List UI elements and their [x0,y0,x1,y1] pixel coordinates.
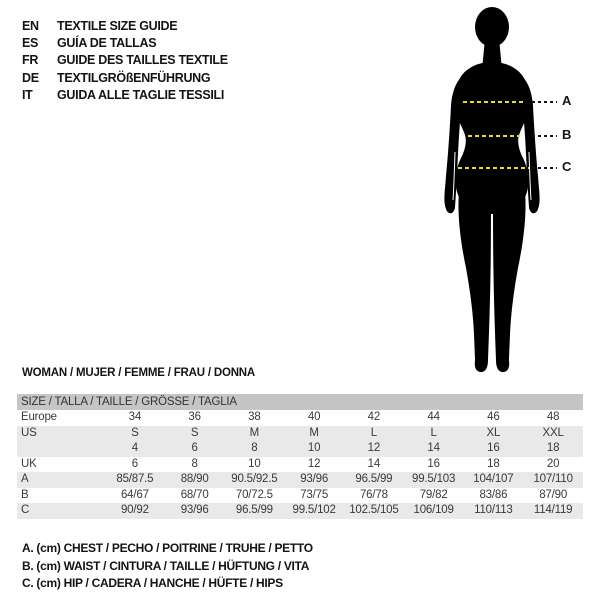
language-title-row [22,34,228,51]
row-label [17,441,105,457]
size-value: 83/86 [479,488,508,501]
measurement-marker-label: B [562,127,572,142]
size-value: 16 [487,442,500,454]
size-value: 110/113 [474,504,513,516]
row-label: C [21,504,30,516]
language-title-list [22,17,228,104]
size-value: S [131,426,139,439]
row-label: US [21,426,37,439]
size-value: 104/107 [473,473,514,485]
category-label: WOMAN / MUJER / FEMME / FRAU / DONNA [22,367,256,379]
size-value: 42 [367,411,381,423]
measurement-note: C. (cm) HIP / CADERA / HANCHE / HÜFTE / HIPS [22,576,283,590]
language-title-row [22,69,228,86]
size-value: M [249,426,260,439]
guide-title: GUÍA DE TALLAS [57,36,157,51]
measurement-marker-label: A [562,93,572,108]
table-row [17,472,583,488]
language-code: IT [22,88,33,103]
size-table-header: SIZE / TALLA / TAILLE / GRÖSSE / TAGLIA [17,394,583,410]
language-code: ES [22,36,39,51]
size-value: 36 [188,411,201,423]
size-value: 106/109 [413,504,454,516]
measure-line-yellow [463,101,525,103]
size-value: 6 [191,442,198,454]
size-value: 14 [427,442,440,454]
size-value: M [309,426,319,439]
size-value: S [190,426,199,439]
woman-silhouette [438,4,568,376]
table-row [17,410,583,426]
size-value: 90.5/92.5 [231,473,278,485]
size-table [17,394,583,519]
size-value: 46 [487,411,500,423]
measure-line-dotted [532,135,557,137]
size-value: 12 [367,442,381,454]
size-value: 18 [487,457,500,470]
size-value: 99.5/102 [292,504,336,516]
size-value: 96.5/99 [355,473,393,485]
size-value: 99.5/103 [412,473,456,485]
size-value: 64/67 [120,488,149,501]
guide-title: TEXTILE SIZE GUIDE [57,18,178,33]
language-code: DE [22,70,39,85]
guide-title: TEXTILGRÖßENFÜHRUNG [57,70,211,85]
size-value: XL [486,426,501,439]
language-title-row [22,17,228,34]
measure-line-yellow [468,135,520,137]
measurement-notes [22,540,313,593]
size-value: 93/96 [300,473,329,485]
size-value: 87/90 [539,488,568,501]
size-value: 8 [251,442,258,454]
row-label: Europe [21,411,57,423]
size-value: 34 [128,411,142,423]
body-measurement-diagram [438,4,590,376]
size-table-body [17,410,583,519]
size-value: 73/75 [300,488,329,501]
size-value: 93/96 [180,504,209,516]
size-value: 18 [546,442,560,454]
language-title-row [22,87,228,104]
table-row [17,426,583,442]
size-value: 38 [248,411,261,423]
language-code: EN [22,18,39,33]
row-label: B [21,488,29,501]
size-value: 70/72.5 [235,488,273,501]
measurement-marker [438,159,590,174]
guide-title: GUIDE DES TAILLES TEXTILE [57,53,228,68]
measure-line-dotted [532,167,557,169]
size-value: L [430,426,437,439]
size-value: 8 [191,457,198,470]
measurement-marker-label: C [562,159,572,174]
table-row [17,441,583,457]
size-value: 76/78 [359,488,388,501]
size-value: 6 [131,457,138,470]
size-value: 10 [307,442,321,454]
measure-line-dotted [532,101,557,103]
size-value: L [370,426,377,439]
size-value: 14 [367,457,381,470]
size-value: 16 [427,457,440,470]
row-label: UK [21,457,37,470]
measure-line-yellow [458,167,529,169]
measurement-marker [438,127,590,142]
size-value: 107/110 [533,473,573,485]
guide-title: GUIDA ALLE TAGLIE TESSILI [57,88,225,103]
size-value: XXL [542,426,564,439]
table-row [17,503,583,519]
size-value: 12 [307,457,321,470]
table-row [17,457,583,473]
language-code: FR [22,53,39,68]
size-value: 114/119 [533,504,573,516]
size-value: 96.5/99 [235,504,273,516]
size-value: 40 [307,411,321,423]
size-value: 90/92 [120,504,149,516]
size-value: 44 [427,411,440,423]
measurement-note: B. (cm) WAIST / CINTURA / TAILLE / HÜFTUNG / VITA [22,558,310,573]
size-value: 68/70 [180,488,209,501]
size-value: 20 [546,457,560,470]
size-value: 4 [131,442,138,454]
size-value: 85/87.5 [116,473,154,485]
measurement-note: A. (cm) CHEST / PECHO / POITRINE / TRUHE / PETTO [22,541,313,555]
measurement-marker [438,93,590,108]
size-value: 48 [546,411,560,423]
table-row [17,488,583,504]
size-value: 102.5/105 [349,504,399,516]
row-label: A [21,473,29,485]
size-value: 88/90 [180,473,209,485]
size-value: 10 [248,457,261,470]
size-value: 79/82 [419,488,448,501]
language-title-row [22,52,228,69]
